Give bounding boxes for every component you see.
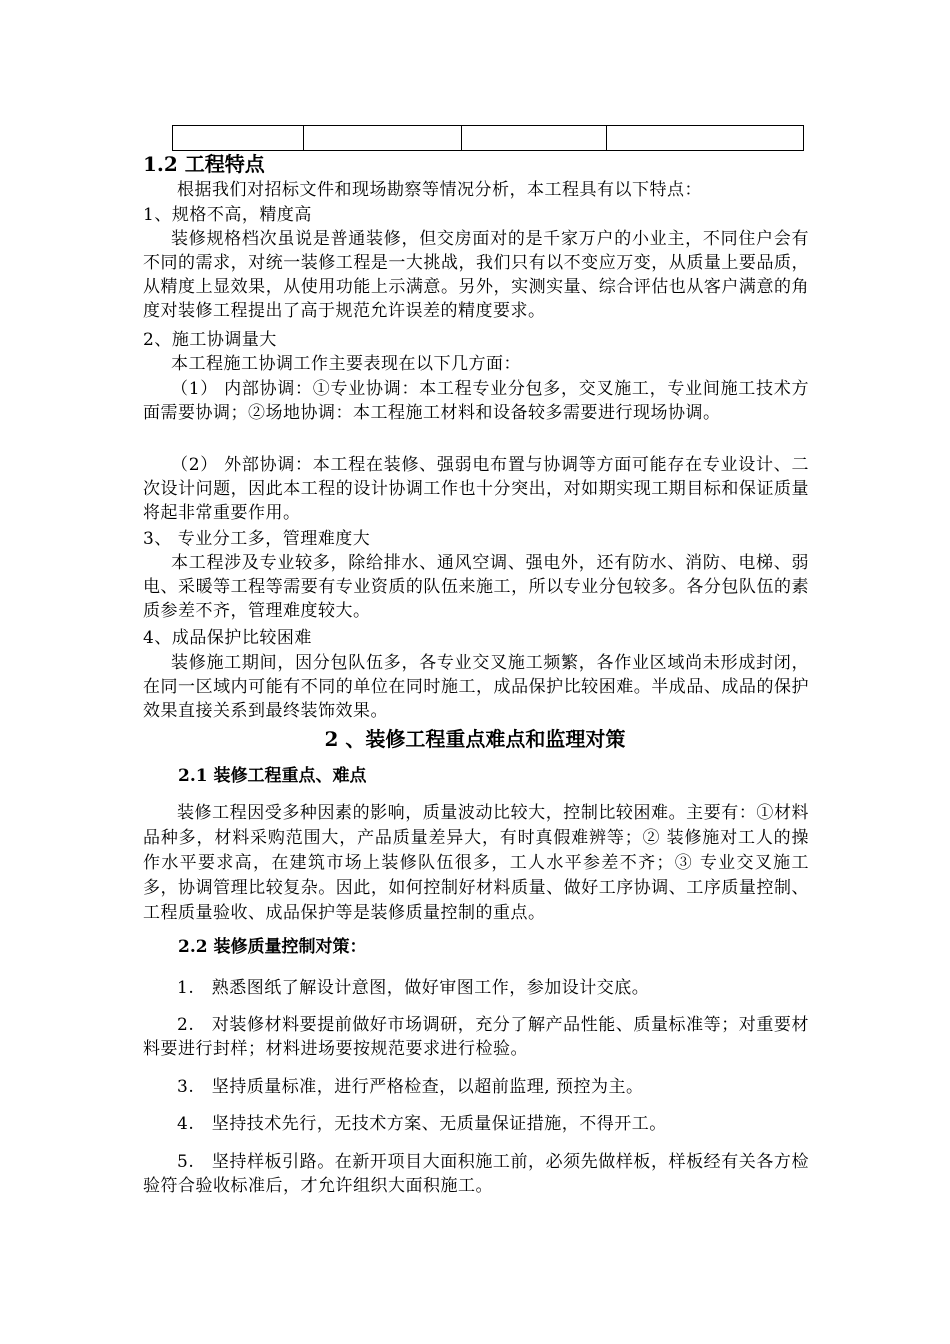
section-heading-1-2: 1.2 工程特点	[143, 152, 265, 176]
table-fragment	[172, 125, 804, 151]
item3-title: 3、 专业分工多，管理难度大	[143, 529, 371, 549]
item3-body: 本工程涉及专业较多，除给排水、通风空调、强电外，还有防水、消防、电梯、弱电、采暖等工程等需要有专业资质的队伍来施工，所以专业分包较多。各分包队伍的素质参差不齐，管理难度较大。	[143, 553, 809, 621]
measure-item: 5. 坚持样板引路。在新开项目大面积施工前，必须先做样板，样板经有关各方检验符合验收标准后，才允许组织大面积施工。	[143, 1152, 809, 1196]
intro-paragraph: 根据我们对招标文件和现场勘察等情况分析，本工程具有以下特点：	[177, 180, 702, 200]
table-cell	[462, 126, 607, 151]
item2-intro: 本工程施工协调工作主要表现在以下几方面：	[171, 354, 521, 374]
table-cell	[607, 126, 804, 151]
item2-sub2: （2） 外部协调：本工程在装修、强弱电布置与协调等方面可能存在专业设计、二次设计问题，因此本工程的设计协调工作也十分突出，对如期实现工期目标和保证质量将起非常重要作用。	[143, 455, 809, 523]
subsection-2-1-body: 装修工程因受多种因素的影响，质量波动比较大，控制比较困难。主要有：①材料品种多，材料采购范围大，产品质量差异大，有时真假难辨等；② 装修施对工人的操作水平要求高，在建筑市场上装修队伍很多，工人水平参差不齐；③ 专业交叉施工多，协调管理比较复杂。因此，如何控制好材料质量、做好工序协调、工序质量控制、工程质量验收、成品保护等是装修质量控制的重点。	[143, 803, 809, 923]
item4-title: 4、成品保护比较困难	[143, 628, 312, 648]
table-cell	[173, 126, 304, 151]
section-heading-2: 2 、装修工程重点难点和监理对策	[324, 727, 626, 751]
item2-title: 2、施工协调量大	[143, 330, 277, 350]
measure-item: 4. 坚持技术先行，无技术方案、无质量保证措施，不得开工。	[177, 1114, 667, 1134]
measure-item: 1. 熟悉图纸了解设计意图，做好审图工作，参加设计交底。	[177, 978, 650, 998]
item1-title: 1、规格不高，精度高	[143, 205, 312, 225]
item2-sub1: （1） 内部协调：①专业协调：本工程专业分包多，交叉施工，专业间施工技术方面需要协调；②场地协调：本工程施工材料和设备较多需要进行现场协调。	[143, 379, 809, 423]
table-row	[173, 126, 804, 151]
subsection-heading-2-2: 2.2 装修质量控制对策：	[178, 937, 367, 957]
item1-body: 装修规格档次虽说是普通装修，但交房面对的是千家万户的小业主，不同住户会有不同的需求，对统一装修工程是一大挑战，我们只有以不变应万变，从质量上要品质，从精度上显效果，从使用功能上示满意。另外，实测实量、综合评估也从客户满意的角度对装修工程提出了高于规范允许误差的精度要求。	[143, 229, 809, 321]
table-cell	[304, 126, 462, 151]
subsection-heading-2-1: 2.1 装修工程重点、难点	[178, 766, 367, 786]
measure-item: 2. 对装修材料要提前做好市场调研，充分了解产品性能、质量标准等；对重要材料要进行封样；材料进场要按规范要求进行检验。	[143, 1015, 809, 1059]
item4-body: 装修施工期间，因分包队伍多，各专业交叉施工频繁，各作业区域尚未形成封闭，在同一区域内可能有不同的单位在同时施工，成品保护比较困难。半成品、成品的保护效果直接关系到最终装饰效果。	[143, 653, 809, 721]
measure-item: 3. 坚持质量标准，进行严格检查，以超前监理, 预控为主。	[177, 1077, 644, 1097]
